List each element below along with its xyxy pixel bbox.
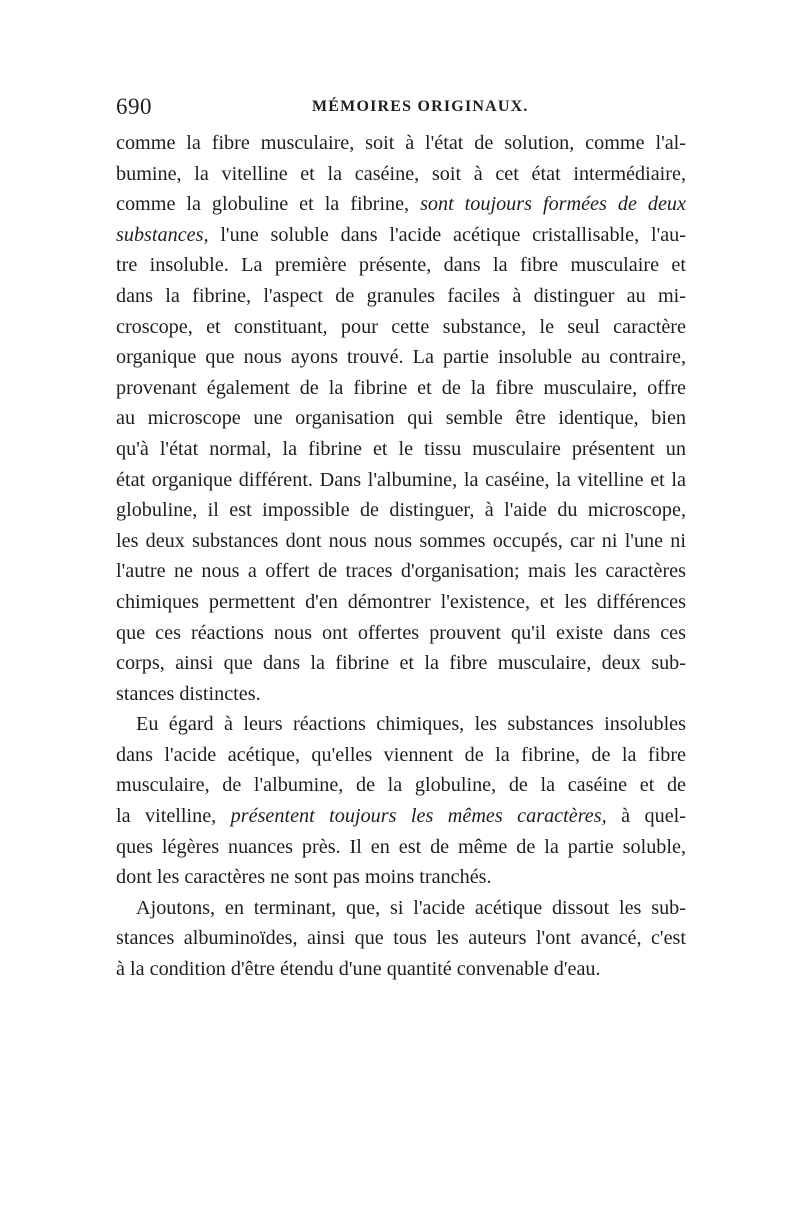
- text-segment: Ajoutons, en terminant, que, si l'acide acétique dissout les sub-: [136, 896, 686, 919]
- text-segment: dans l'acide acétique, qu'elles viennent de la fibrine, de la fibre: [116, 743, 686, 766]
- running-header: [116, 94, 686, 124]
- text-segment: provenant également de la fibrine et de la fibre musculaire, offre: [116, 376, 686, 399]
- text-line: [116, 312, 686, 343]
- text-segment: au microscope une organisation qui semble être identique, bien: [116, 407, 686, 430]
- text-line: [116, 770, 686, 801]
- text-line: [116, 801, 686, 832]
- text-segment: globuline, il est impossible de distinguer, à l'aide du microscope,: [116, 499, 686, 522]
- text-segment: comme la globuline et la fibrine,: [116, 193, 421, 216]
- page-number: 690: [116, 94, 152, 119]
- text-segment: à la condition d'être étendu d'une quantité convenable d'eau.: [116, 958, 601, 981]
- text-line: [116, 526, 686, 557]
- text-segment: qu'à l'état normal, la fibrine et le tissu musculaire présentent un: [116, 437, 686, 460]
- text-segment: dont les caractères ne sont pas moins tranchés.: [116, 866, 492, 889]
- text-line: [116, 373, 686, 404]
- text-segment: Eu égard à leurs réactions chimiques, les substances insolubles: [136, 713, 686, 736]
- text-segment: bumine, la vitelline et la caséine, soit à cet état intermédiaire,: [116, 162, 686, 185]
- italic-text: présentent toujours les mêmes caractères,: [230, 805, 607, 828]
- text-segment: la vitelline,: [116, 805, 231, 828]
- text-line: [116, 495, 686, 526]
- text-line: [116, 709, 686, 740]
- text-segment: stances distinctes.: [116, 682, 261, 705]
- paragraph: [116, 893, 686, 985]
- text-line: [116, 679, 686, 710]
- text-segment: les deux substances dont nous nous sommes occupés, car ni l'une ni: [116, 529, 686, 552]
- text-line: [116, 587, 686, 618]
- text-segment: ques légères nuances près. Il en est de même de la partie soluble,: [116, 835, 686, 858]
- text-line: [116, 250, 686, 281]
- text-segment: chimiques permettent d'en démontrer l'existence, et les différences: [116, 590, 686, 613]
- text-segment: tre insoluble. La première présente, dans la fibre musculaire et: [116, 254, 686, 277]
- text-segment: comme la fibre musculaire, soit à l'état de solution, comme l'al-: [116, 132, 686, 154]
- text-line: [116, 618, 686, 649]
- paragraph: [116, 128, 686, 709]
- text-line: [116, 342, 686, 373]
- text-line: [116, 740, 686, 771]
- text-line: [116, 434, 686, 465]
- text-segment: l'une soluble dans l'acide acétique cristallisable, l'au-: [208, 223, 686, 246]
- text-segment: musculaire, de l'albumine, de la globuline, de la caséine et de: [116, 774, 686, 797]
- text-segment: organique que nous ayons trouvé. La partie insoluble au contraire,: [116, 346, 686, 369]
- text-line: [116, 403, 686, 434]
- text-segment: croscope, et constituant, pour cette substance, le seul caractère: [116, 315, 686, 338]
- paragraph: [116, 709, 686, 893]
- text-line: [116, 923, 686, 954]
- text-line: [116, 465, 686, 496]
- text-line: [116, 862, 686, 893]
- text-segment: à quel-: [606, 805, 686, 828]
- text-segment: stances albuminoïdes, ainsi que tous les auteurs l'ont avancé, c'est: [116, 927, 686, 950]
- text-segment: l'autre ne nous a offert de traces d'organisation; mais les caractères: [116, 560, 686, 583]
- text-line: [116, 189, 686, 220]
- text-line: [116, 832, 686, 863]
- text-segment: dans la fibrine, l'aspect de granules faciles à distinguer au mi-: [116, 284, 686, 307]
- text-line: [116, 556, 686, 587]
- italic-text: substances,: [116, 223, 209, 246]
- italic-text: sont toujours formées de deux: [420, 193, 686, 216]
- text-line: [116, 220, 686, 251]
- text-line: [116, 648, 686, 679]
- text-segment: que ces réactions nous ont offertes prouvent qu'il existe dans ces: [116, 621, 686, 644]
- text-segment: corps, ainsi que dans la fibrine et la fibre musculaire, deux sub-: [116, 652, 686, 675]
- body-text: [116, 128, 686, 985]
- text-line: [116, 159, 686, 190]
- text-line: [116, 893, 686, 924]
- text-line: [116, 281, 686, 312]
- text-line: [116, 128, 686, 159]
- text-line: [116, 954, 686, 985]
- text-segment: état organique différent. Dans l'albumine, la caséine, la vitelline et la: [116, 468, 686, 491]
- running-title: MÉMOIRES ORIGINAUX.: [312, 98, 529, 115]
